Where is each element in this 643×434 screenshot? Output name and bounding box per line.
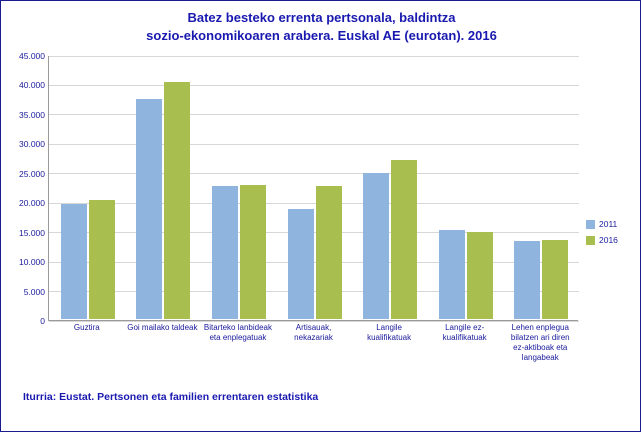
bar-2011 — [288, 209, 314, 319]
chart-title-line-2: sozio-ekonomikoaren arabera. Euskal AE (eurotan). 2016 — [146, 28, 497, 43]
bar-2011 — [61, 204, 87, 319]
bar-2016 — [240, 185, 266, 319]
bar-2011 — [439, 230, 465, 319]
x-tick-label: Artisauak, nekazariak — [294, 323, 333, 342]
bar-2016 — [316, 186, 342, 319]
bar-group — [277, 56, 353, 319]
legend-swatch-2011 — [586, 220, 595, 229]
legend-label: 2011 — [599, 219, 618, 229]
legend — [586, 219, 618, 251]
bar-2016 — [164, 82, 190, 319]
y-tick-label: 30.000 — [19, 139, 45, 150]
legend-item[interactable] — [586, 219, 618, 229]
bar-2016 — [467, 232, 493, 319]
plot-area — [48, 56, 578, 321]
bar-groups — [50, 56, 579, 319]
bar-2016 — [391, 160, 417, 319]
plot — [48, 56, 578, 321]
legend-swatch-2016 — [586, 236, 595, 245]
bar-group — [503, 56, 579, 319]
y-tick-label: 20.000 — [19, 198, 45, 209]
y-axis-labels — [1, 51, 45, 326]
x-axis-labels — [49, 323, 578, 363]
bar-2011 — [136, 99, 162, 319]
bar-group — [352, 56, 428, 319]
legend-item[interactable] — [586, 235, 618, 245]
bar-group — [50, 56, 126, 319]
x-tick-label: Guztira — [73, 323, 100, 332]
y-tick-label: 5.000 — [23, 286, 45, 297]
bar-2011 — [212, 186, 238, 319]
legend-label: 2016 — [599, 235, 618, 245]
bar-2011 — [514, 241, 540, 319]
x-tick-label: Goi mailako taldeak — [127, 323, 198, 332]
bar-2016 — [89, 200, 115, 319]
bar-group — [428, 56, 504, 319]
bar-group — [201, 56, 277, 319]
y-tick-label: 10.000 — [19, 257, 45, 268]
x-tick-label: Langile kualifikatuak — [367, 323, 412, 342]
x-tick-label: Lehen enplegua bilatzen ari diren ez-aktiboak eta langabeak — [510, 323, 570, 362]
bar-2016 — [542, 240, 568, 319]
y-tick-label: 25.000 — [19, 168, 45, 179]
x-tick-label: Bitarteko lanbideak eta enplegatuak — [203, 323, 272, 342]
chart-title-line-1: Batez besteko errenta pertsonala, baldintza — [187, 10, 456, 25]
y-tick-label: 0 — [40, 316, 45, 326]
y-tick-label: 40.000 — [19, 80, 45, 91]
bar-group — [126, 56, 202, 319]
source-note: Iturria: Eustat. Pertsonen eta familien errentaren estatistika — [23, 391, 319, 403]
gridline — [49, 321, 579, 322]
bar-2011 — [363, 173, 389, 319]
chart-title — [1, 9, 641, 45]
x-tick-label: Langile ez-kualifikatuak — [442, 323, 487, 342]
y-tick-label: 45.000 — [19, 51, 45, 61]
y-tick-label: 35.000 — [19, 109, 45, 120]
y-tick-label: 15.000 — [19, 227, 45, 238]
